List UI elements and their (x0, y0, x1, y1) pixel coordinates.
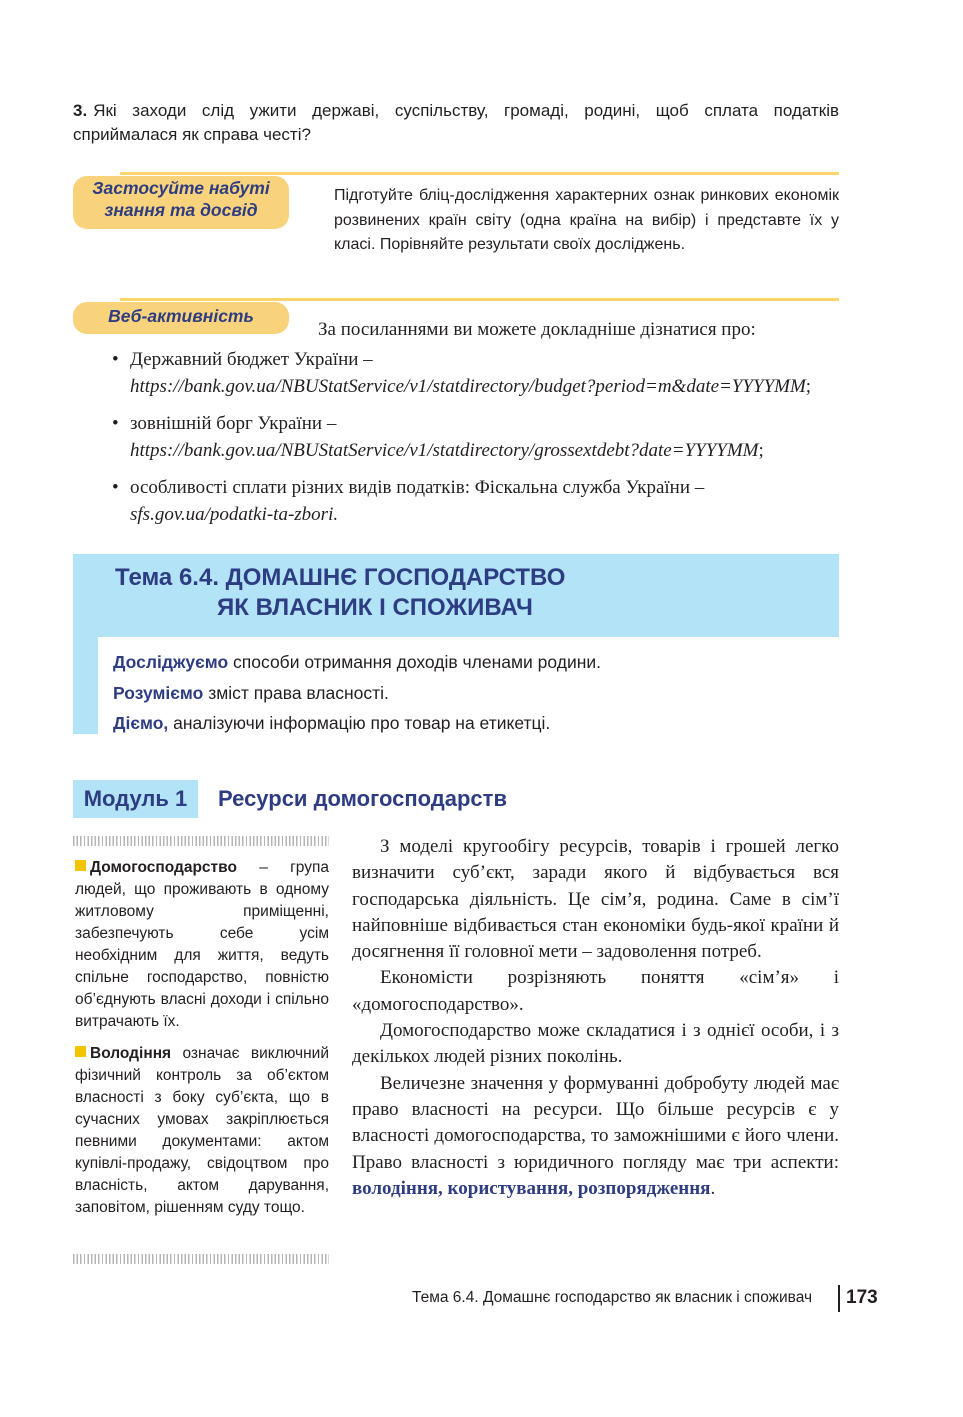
glossary-term: Володіння (90, 1045, 172, 1062)
topic-title-line2: ЯК ВЛАСНИК І СПОЖИВАЧ (217, 594, 533, 621)
web-links-list (110, 346, 840, 538)
link-label: зовнішній борг України – (130, 413, 337, 434)
goal-keyword: Розуміємо (113, 682, 204, 703)
link-end: ; (758, 440, 764, 461)
running-footer: Тема 6.4. Домашнє господарство як власник і споживач (412, 1289, 813, 1306)
web-divider (120, 298, 839, 301)
module-body-text (352, 834, 839, 1202)
goal-text: способи отримання доходів членами родини. (228, 652, 602, 672)
link-url[interactable]: https://bank.gov.ua/NBUStatService/v1/statdirectory/grossextdebt?date=YYYYMM (130, 440, 759, 461)
apply-text: Підготуйте бліц-дослідження характерних ознак ринкових економік розвинених країн світу (одна країна на вибір) і представте їх у класі. Порівняйте результати своїх досліджень. (334, 187, 839, 253)
goal-text: аналізуючи інформацію про товар на етикетці. (168, 713, 551, 733)
list-item (110, 474, 840, 528)
goal-item (113, 708, 833, 739)
glossary-item-possession (75, 1043, 329, 1219)
link-url[interactable]: https://bank.gov.ua/NBUStatService/v1/statdirectory/budget?period=m&date=YYYYMM (130, 376, 806, 397)
highlighted-aspects: володіння, користування, розпорядження (352, 1177, 711, 1199)
question-3 (73, 99, 839, 147)
web-intro: За посиланнями ви можете докладніше дізнатися про: (318, 319, 756, 340)
link-label: Державний бюджет України – (130, 349, 373, 370)
topic-title-line1: Тема 6.4. ДОМАШНЄ ГОСПОДАРСТВО (115, 564, 566, 591)
bullet-icon: • (112, 349, 119, 370)
goal-text: зміст права власності. (203, 682, 389, 703)
topic-side-bar (73, 637, 98, 734)
goal-keyword: Діємо, (113, 713, 169, 733)
bullet-icon: • (112, 413, 119, 434)
paragraph: Економісти розрізняють поняття «сім’я» і «домогосподарство». (352, 967, 839, 1015)
goal-keyword: Досліджуємо (113, 652, 229, 672)
module-title: Ресурси домогосподарств (218, 786, 507, 811)
square-bullet-icon (75, 1046, 86, 1057)
list-item (110, 410, 840, 464)
glossary-definition: – група людей, що проживають в одному житловому приміщенні, забезпечують себе усім необхідним для життя, ведуть спільне господарство, повністю об’єднують власні доходи і спільно витрачають їх. (75, 859, 329, 1030)
page-number: 173 (846, 1287, 878, 1308)
link-url[interactable]: sfs.gov.ua/podatki-ta-zbori. (130, 504, 339, 525)
apply-divider (120, 172, 839, 175)
goal-item (113, 678, 833, 709)
link-label: особливості сплати різних видів податків: Фіскальна служба України – (130, 477, 705, 498)
glossary-definition: означає виключний фізичний контроль за об’єктом власності з боку суб’єкта, що в сучасних умовах закріплюється певними документами: актом купівлі-продажу, свідоцтвом про власність, актом дарування, заповітом, рішенням суду тощо. (75, 1045, 329, 1216)
apply-label-line1: Застосуйте набуті (92, 178, 270, 198)
glossary-top-divider (73, 836, 329, 846)
web-label: Веб-активність (73, 302, 289, 334)
paragraph: З моделі кругообігу ресурсів, товарів і грошей легко визначити суб’єкт, заради якого й відбувається вся господарська діяльність. Це сім’я, родина. Саме в сім’ї найповніше відбивається стан економіки будь-якої країни й досягнення її головної мети – задоволення потреб. (352, 836, 839, 963)
paragraph-end: . (710, 1177, 716, 1199)
square-bullet-icon (75, 860, 86, 871)
paragraph-text: Величезне значення у формуванні добробуту людей має право власності на ресурси. Що більше ресурсів є у власності домогосподарства, то заможнішими є його члени. Право власності з юридичного погляду має три аспекти: (352, 1072, 839, 1173)
module-badge: Модуль 1 (73, 780, 198, 818)
question-text: Які заходи слід ужити державі, суспільству, громаді, родині, щоб сплата податків сприймалася як справа честі? (73, 101, 839, 144)
goal-item (113, 647, 833, 678)
paragraph: Домогосподарство може складатися і з однієї особи, і з декількох людей різних поколінь. (352, 1020, 839, 1068)
apply-label (73, 176, 289, 229)
bullet-icon: • (112, 477, 119, 498)
list-item (110, 346, 840, 400)
apply-label-line2: знання та досвід (104, 200, 258, 220)
topic-goals (113, 647, 833, 739)
footer-separator (838, 1285, 840, 1312)
glossary-item-household (75, 857, 329, 1033)
link-end: ; (805, 376, 812, 397)
glossary-term: Домогосподарство (90, 859, 237, 876)
paragraph (352, 1071, 839, 1202)
question-number: 3. (73, 101, 88, 120)
glossary-bottom-divider (73, 1254, 329, 1264)
topic-title (115, 563, 565, 623)
